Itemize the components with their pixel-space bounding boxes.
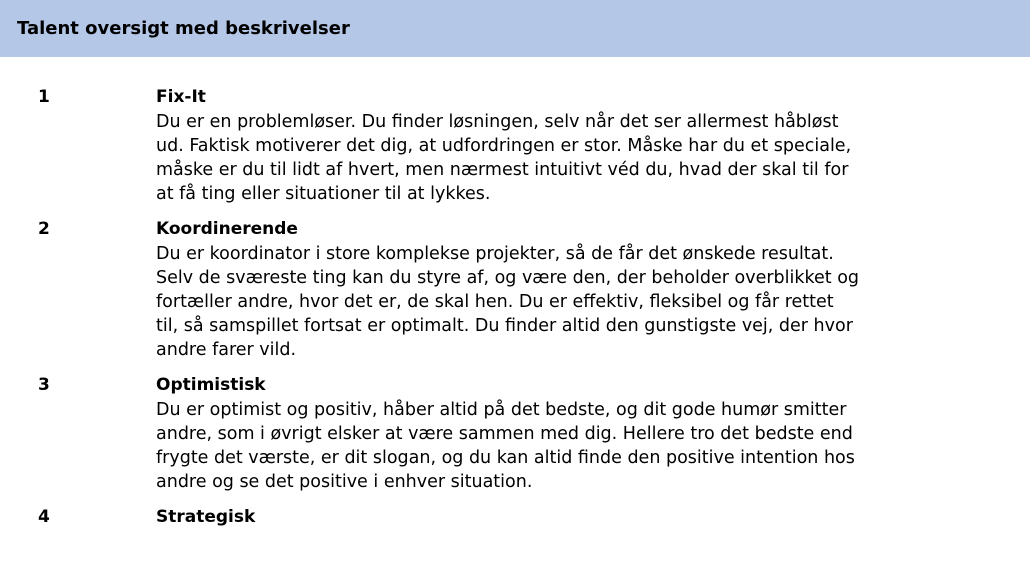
talent-body bbox=[156, 85, 1016, 206]
talent-body bbox=[156, 217, 1016, 362]
talent-number: 4 bbox=[38, 507, 50, 527]
talent-number: 2 bbox=[38, 219, 50, 239]
talent-description bbox=[156, 398, 1016, 494]
talent-title: Strategisk bbox=[156, 507, 256, 527]
talent-description-line: fortæller andre, hvor det er, de skal hen. Du er effektiv, fleksibel og får rettet bbox=[156, 292, 834, 312]
talent-description-line: Du er optimist og positiv, håber altid på det bedste, og dit gode humør smitter bbox=[156, 400, 847, 420]
talent-list bbox=[0, 85, 1030, 541]
page-title: Talent oversigt med beskrivelser bbox=[17, 18, 350, 39]
talent-description-line: Selv de sværeste ting kan du styre af, og være den, der beholder overblikket og bbox=[156, 268, 860, 288]
talent-number: 1 bbox=[38, 87, 50, 107]
talent-item bbox=[0, 505, 1030, 530]
talent-body bbox=[156, 505, 1016, 530]
talent-description-line: måske er du til lidt af hvert, men nærmest intuitivt véd du, hvad der skal til for bbox=[156, 160, 849, 180]
talent-description-line: til, så samspillet fortsat er optimalt. Du finder altid den gunstigste vej, der hvor bbox=[156, 316, 853, 336]
talent-item bbox=[0, 217, 1030, 362]
talent-title: Koordinerende bbox=[156, 219, 298, 239]
talent-title: Fix-It bbox=[156, 87, 206, 107]
talent-description bbox=[156, 110, 1016, 206]
talent-body bbox=[156, 373, 1016, 494]
talent-description-line: andre farer vild. bbox=[156, 340, 297, 360]
talent-number: 3 bbox=[38, 375, 50, 395]
talent-description-line: andre og se det positive i enhver situation. bbox=[156, 472, 533, 492]
talent-description-line: Du er koordinator i store komplekse projekter, så de får det ønskede resultat. bbox=[156, 244, 834, 264]
talent-description-line: at få ting eller situationer til at lykkes. bbox=[156, 184, 491, 204]
talent-description-line: frygte det værste, er dit slogan, og du kan altid finde den positive intention hos bbox=[156, 448, 855, 468]
talent-description-line: ud. Faktisk motiverer det dig, at udfordringen er stor. Måske har du et speciale, bbox=[156, 136, 852, 156]
talent-item bbox=[0, 85, 1030, 206]
talent-item bbox=[0, 373, 1030, 494]
talent-description-line: Du er en problemløser. Du finder løsningen, selv når det ser allermest håbløst bbox=[156, 112, 839, 132]
talent-title: Optimistisk bbox=[156, 375, 266, 395]
header-bar bbox=[0, 0, 1030, 57]
talent-description bbox=[156, 242, 1016, 362]
talent-description-line: andre, som i øvrigt elsker at være sammen med dig. Hellere tro det bedste end bbox=[156, 424, 853, 444]
